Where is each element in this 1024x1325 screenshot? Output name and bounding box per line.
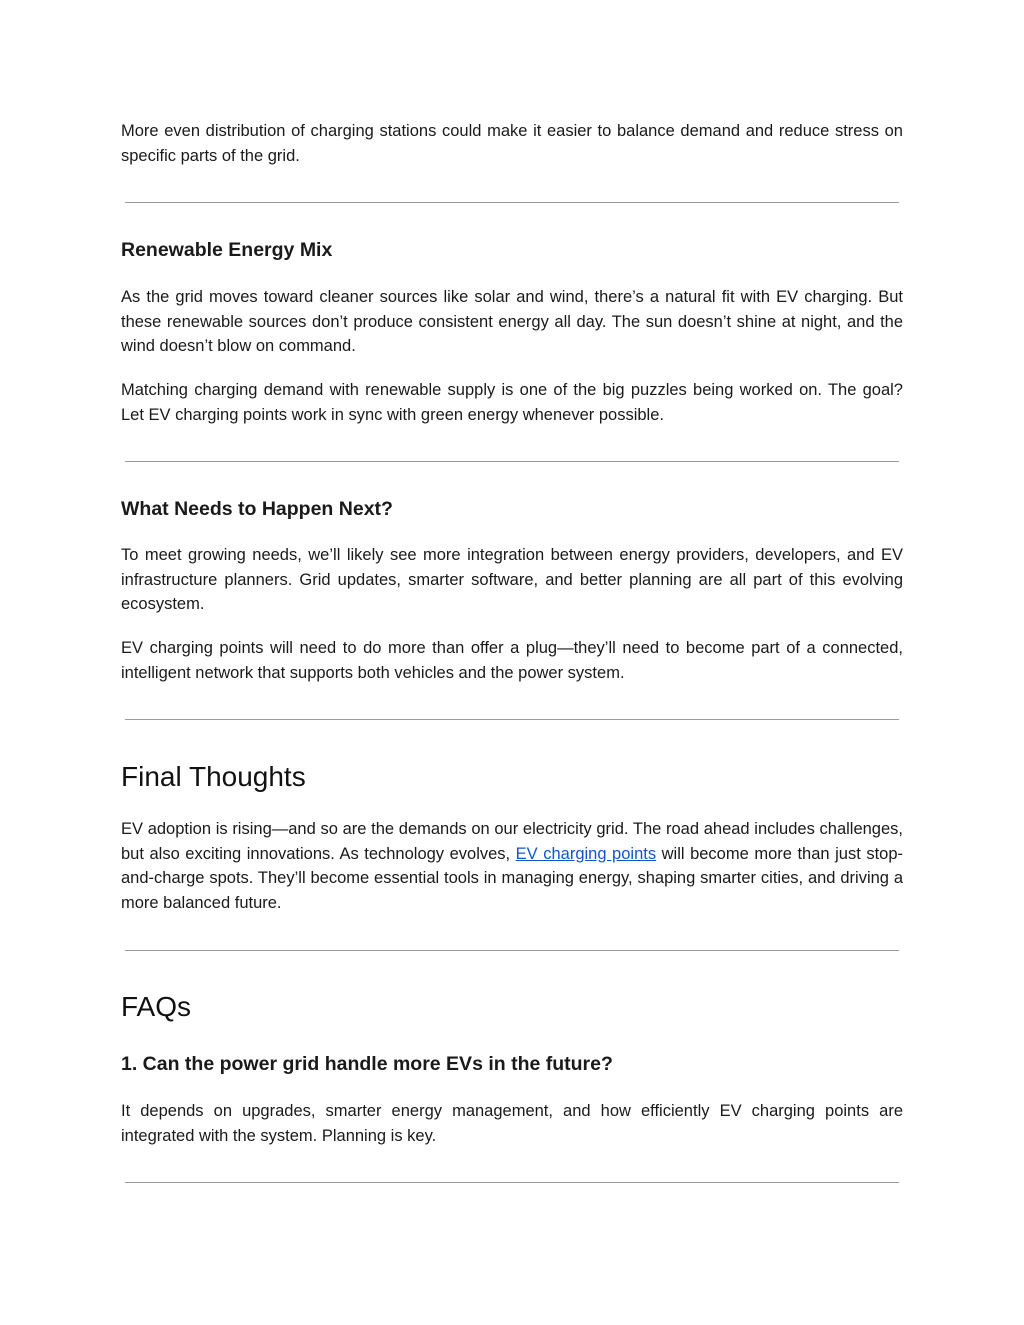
section-divider xyxy=(125,719,899,720)
heading-faqs: FAQs xyxy=(121,991,192,1022)
heading-what-needs-to-happen-next: What Needs to Happen Next? xyxy=(121,498,393,520)
section-divider xyxy=(125,1182,899,1183)
faq-answer-1: It depends on upgrades, smarter energy management, and how efficiently EV charging points are integrated with the system. Planning is key. xyxy=(121,1102,903,1145)
final-text-after-link: will become more than just stop-and-charge spots. They’ll become essential tools in managing energy, shaping smarter cities, and driving a more balanced future. xyxy=(121,844,904,912)
section-divider xyxy=(125,950,899,951)
final-thoughts-paragraph xyxy=(121,817,903,915)
heading-renewable-energy-mix: Renewable Energy Mix xyxy=(121,239,333,261)
ev-charging-points-link[interactable]: EV charging points xyxy=(515,844,657,863)
renewable-paragraph-2: Matching charging demand with renewable supply is one of the big puzzles being worked on. The goal? Let EV charging points work in sync with green energy whenever possible. xyxy=(121,381,903,424)
next-paragraph-1: To meet growing needs, we’ll likely see more integration between energy providers, developers, and EV infrastructure planners. Grid updates, smarter software, and better planning are all part of this evolving ecosystem. xyxy=(121,546,903,613)
next-paragraph-2: EV charging points will need to do more than offer a plug—they’ll need to become part of a connected, intelligent network that supports both vehicles and the power system. xyxy=(121,639,903,682)
section-divider xyxy=(125,202,899,203)
faq-question-1: 1. Can the power grid handle more EVs in the future? xyxy=(121,1053,613,1075)
intro-paragraph: More even distribution of charging stations could make it easier to balance demand and reduce stress on specific parts of the grid. xyxy=(121,122,903,165)
section-divider xyxy=(125,461,899,462)
final-text-before-link: EV adoption is rising—and so are the demands on our electricity grid. The road ahead includes challenges, but also exciting innovations. As technology evolves, xyxy=(121,820,903,863)
heading-final-thoughts: Final Thoughts xyxy=(121,761,306,792)
renewable-paragraph-1: As the grid moves toward cleaner sources like solar and wind, there’s a natural fit with EV charging. But these renewable sources don’t produce consistent energy all day. The sun doesn’t shine at night, and the wind doesn’t blow on command. xyxy=(121,288,903,355)
